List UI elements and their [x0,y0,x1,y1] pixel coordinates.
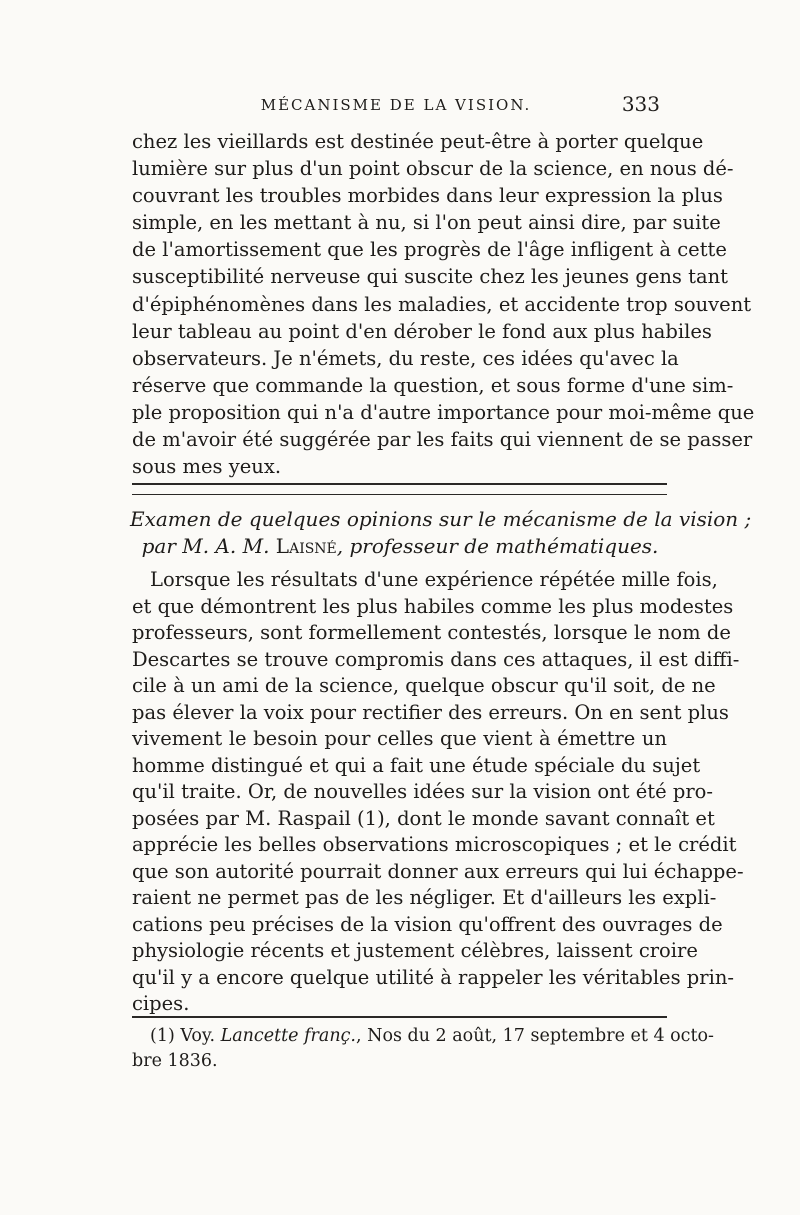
text-line: susceptibilité nerveuse qui suscite chez les jeunes gens tant [132,265,728,289]
page-number: 333 [621,92,660,116]
text-line: d'épiphénomènes dans les maladies, et accidente trop souvent [132,292,752,316]
text-line: sous mes yeux. [132,455,282,479]
previous-article-conclusion [132,128,755,480]
text-line: apprécie les belles observations microscopiques ; et le crédit [132,833,737,856]
heading-author-title: , professeur de mathématiques. [336,534,659,558]
text-line: observateurs. Je n'émets, du reste, ces idées qu'avec la [132,346,679,370]
text-line: physiologie récents et justement célèbres, laissent croire [132,939,698,962]
text-line: et que démontrent les plus habiles comme les plus modestes [132,594,734,618]
heading-par: par M. A. M. [141,534,276,558]
text-line: de m'avoir été suggérée par les faits qui viennent de se passer [132,428,753,452]
footnote-line-2: bre 1836. [132,1051,218,1071]
footnote-reference: , Nos du 2 août, 17 septembre et 4 octo- [356,1026,714,1046]
text-line: homme distingué et qui a fait une étude spéciale du sujet [132,753,701,777]
author-name: Laisné [275,534,337,558]
text-line: lumière sur plus d'un point obscur de la science, en nous dé- [132,157,734,181]
footnote-source: Lancette franç. [220,1026,356,1046]
section-divider [132,483,667,495]
text-line: vivement le besoin pour celles que vient à émettre un [132,727,667,750]
text-line: réserve que commande la question, et sous forme d'une sim- [132,373,734,397]
text-line: leur tableau au point d'en dérober le fond aux plus habiles [132,319,712,343]
article-heading [130,506,752,560]
text-line: posées par M. Raspail (1), dont le monde savant connaît et [132,806,715,830]
running-title: MÉCANISME DE LA VISION. [260,96,532,114]
text-line: qu'il y a encore quelque utilité à rappeler les véritables prin- [132,965,734,989]
footnote [132,1024,714,1074]
text-line: simple, en les mettant à nu, si l'on peut ainsi dire, par suite [132,211,721,235]
footnote-line-1 [132,1024,714,1049]
heading-line-1: Examen de quelques opinions sur le mécanisme de la vision ; [130,507,752,531]
text-line: ple proposition qui n'a d'autre importance pour moi-même que [132,400,755,424]
footnote-rule [132,1016,667,1018]
text-line: Descartes se trouve compromis dans ces attaques, il est diffi- [132,647,740,671]
text-line: que son autorité pourrait donner aux erreurs qui lui échappe- [132,859,744,883]
text-line: chez les vieillards est destinée peut-être à porter quelque [132,130,704,153]
text-line: Lorsque les résultats d'une expérience répétée mille fois, [150,568,718,591]
text-line: cile à un ami de la science, quelque obscur qu'il soit, de ne [132,674,716,697]
text-line: qu'il traite. Or, de nouvelles idées sur la vision ont été pro- [132,780,714,803]
article-body [132,567,744,1018]
footnote-marker: (1) Voy. [150,1026,221,1046]
heading-line-2 [130,533,670,560]
text-line: raient ne permet pas de les négliger. Et d'ailleurs les expli- [132,886,717,909]
text-line: cipes. [132,992,190,1015]
text-line: cations peu précises de la vision qu'offrent des ouvrages de [132,912,723,936]
page-header [132,92,660,122]
text-line: couvrant les troubles morbides dans leur expression la plus [132,184,723,208]
text-line: professeurs, sont formellement contestés, lorsque le nom de [132,621,731,644]
text-line: pas élever la voix pour rectifier des erreurs. On en sent plus [132,700,729,724]
text-line: de l'amortissement que les progrès de l'âge infligent à cette [132,238,727,262]
